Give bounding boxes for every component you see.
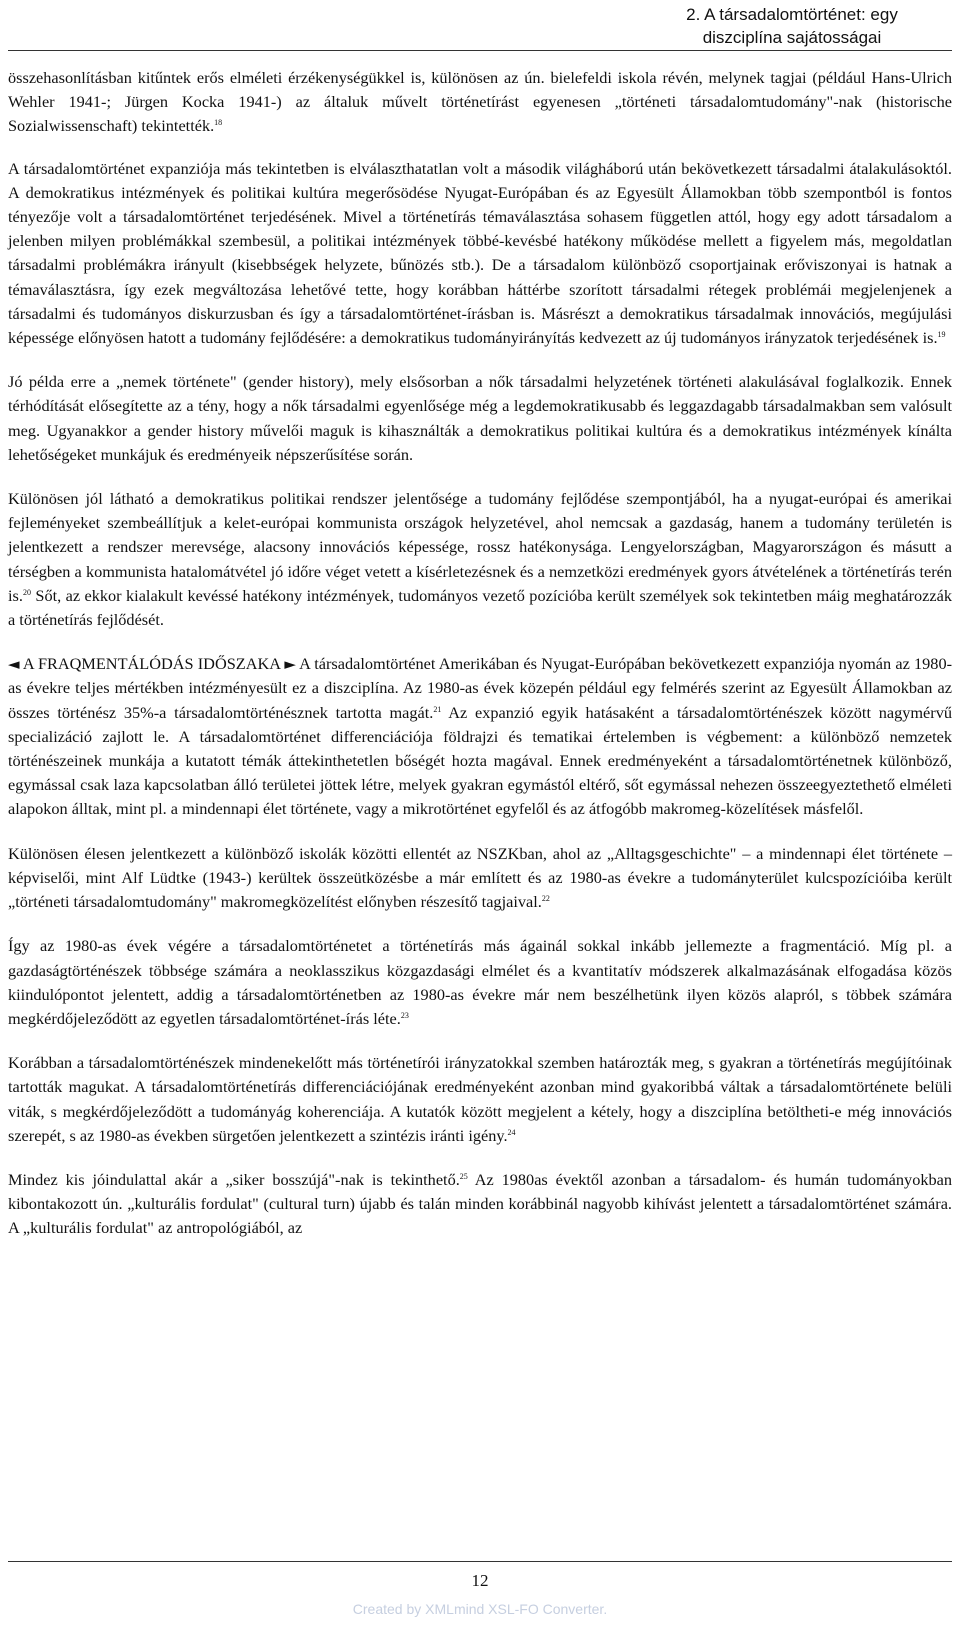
header-chapter-title-line2: diszciplína sajátosságai [702,28,882,47]
page-number: 12 [471,1571,489,1590]
paragraph-6-text: Különösen élesen jelentkezett a különböző iskolák közötti ellentét az NSZKban, ahol az „Alltagsgeschichte" – a mindennapi élet története – képviselői, mint Alf Lüdtke (1943-) kerültek összeütközésbe a már említett és az 1980-as évekre a tudományterület kulcspozícióiba került „történeti társadalomtudomány" makromegközelítést előnyben részesítő tagjaival. [8,843,952,912]
footnote-ref-20[interactable]: 20 [22,587,31,597]
paragraph-5-text-b: Az expanzió egyik hatásaként a társadalomtörténészek között nagymérvű specializáció zajlott le. A társadalomtörténet differenciációja földrajzi és tematikai értelemben is végbement: a különböző nemzetek történészeinek munkája a kutatott témák áttekinthetetlen bőségét hozta magával. Ennek eredményeként a társadalomtörténetnek különböző, egymással csak laza kapcsolatban álló területei jöttek létre, melyek gyakran egymástól eltérő, sőt egymással nehezen összeegyeztethető elméleti alapokon álltak, mint pl. a mindennapi élet története, vagy a mikrotörténet egyfelől és az átfogóbb makromeg-közelítések másfelől. [8,702,952,819]
paragraph-5 [8,652,952,821]
paragraph-4-text-a: Különösen jól látható a demokratikus politikai rendszer jelentősége a tudomány fejlődése szempontjából, ha a nyugat-európai és amerikai fejleményeket szembeállítjuk a kelet-európai kommunista országok helyzetével, ahol nemcsak a gazdaság, hanem a tudomány területén is jelentkezett a rendszer merevsége, alacsony innovációs képessége, rossz hatékonysága. Lengyelországban, Magyarországon és másutt a térségben a kommunista hatalomátvétel jó időre véget vetett a kísérletezésnek és a nemzetközi eredmények gyors átvételének a történetírás terén is. [8,489,952,605]
document-body [8,66,952,1261]
paragraph-3 [8,370,952,467]
footnote-ref-23[interactable]: 23 [400,1010,409,1020]
paragraph-9-text-b: Az 1980as évektől azonban a társadalom- és humán tudományokban kibontakozott ún. „kulturális fordulat" (cultural turn) újabb és talán minden korábbinál nagyobb kihívást jelentett a társadalomtörténet számára. A „kulturális fordulat" az antropológiából, az [8,1169,952,1238]
paragraph-2-text: A társadalomtörténet expanziója más tekintetben is elválaszthatatlan volt a második világháború után bekövetkezett társadalmi átalakulásoktól. A demokratikus intézmények és politikai kultúra megerősödése Nyugat-Európában és az Egyesült Államokban több szempontból is fontos tényezője volt a társadalomtörténet terjedésének. Mivel a történetírás témaválasztása sohasem független attól, hogy egy adott társadalom a jelenben milyen problémákkal szembesül, a politikai intézmények többé-kevésbé hatékony működése mellett a figyelem más, megoldatlan társadalmi problémákra irányult (kisebbségek helyzete, bűnözés stb.). De a társadalom különböző csoportjainak erőviszonyai is hatnak a témaválasztásra, így ezek megváltozása lehetővé tette, hogy korábban háttérbe szorított társadalmi rétegek problémái megjelenjenek a társadalmi és tudományos diskurzusban és így a társadalomtörténet-írásban is. Másrészt a demokratikus társadalmak innovációs, megújulási képessége előnyösen hatott a tudomány fejlődésére: a demokratikus tudományirányítás kedvezett az új tudományos irányzatok terjedésének is. [8,158,952,348]
paragraph-9 [8,1168,952,1241]
paragraph-4-text-b: Sőt, az ekkor kialakult kevéssé hatékony intézmények, tudományos vezető pozícióba került személyek sok tekintetben máig meghatározzák a történetírás fejlődését. [8,585,952,630]
paragraph-7 [8,934,952,1031]
paragraph-9-text-a: Mindez kis jóindulattal akár a „siker bosszújá"-nak is tekinthető. [8,1169,460,1189]
converter-credit: Created by XMLmind XSL-FO Converter. [352,1601,608,1617]
footnote-ref-22[interactable]: 22 [541,894,550,904]
paragraph-5-text-a: A társadalomtörténet Amerikában és Nyugat-Európában bekövetkezett expanziója nyomán az 1980-as évekre teljes mértékben intézményesült ez a diszciplína. Az 1980-as évek közepén például egy felmérés szerint az Egyesült Államokban az összes történész 35%-a társadalomtörténésznek tartotta magát. [8,654,953,722]
paragraph-4 [8,487,952,632]
footnote-ref-21[interactable]: 21 [433,704,442,714]
footnote-ref-19[interactable]: 19 [937,330,946,340]
next-section-arrow-icon[interactable]: ► [284,655,296,674]
paragraph-8-text: Korábban a társadalomtörténészek mindenekelőtt más történetírói irányzatokkal szemben határozták meg, s gyakran a történetírás megújítóinak tartották magukat. A társadalomtörténetírás differenciációjának eredményeként azonban mind gyakoribbá váltak a társadalomtörténete belüli viták, s megkérdőjeleződött a tudományág koherenciája. A kutatók között megjelent a kétely, hogy a diszciplína betöltheti-e még innovációs szerepét, s az 1980-as években sürgetően jelentkezett a szintézis iránti igény. [8,1053,952,1145]
paragraph-3-text: Jó példa erre a „nemek története" (gender history), mely elsősorban a nők társadalmi helyzetének történeti alakulásával foglalkozik. Ennek térhódítását elősegítette az a tény, hogy a nők társadalmi egyenlősége még a legdemokratikusabb és leggazdagabb társadalmakban sem valósult meg. Ugyanakkor a gender history művelői maguk is kihasználták a demokratikus politikai kultúra és a demokratikus intézmények kínálta lehetőségeket munkájuk és eredményeik népszerűsítése során. [8,372,952,464]
header-chapter-title-line1: 2. A társadalomtörténet: egy [686,5,898,24]
paragraph-7-text: Így az 1980-as évek végére a társadalomtörténetet a történetírás más ágainál sokkal inkább jellemezte a fragmentáció. Míg pl. a gazdaságtörténészek többsége számára a neoklasszikus közgazdasági elmélet és a kvantitatív módszerek alkalmazásának elfogadása közös kiindulópontot jelentett, addig a társadalomtörténetben az 1980-as évekre már nem beszélhetünk ilyen közös alapról, s többek számára megkérdőjeleződött az egyetlen társadalomtörténet-írás léte. [8,936,952,1028]
footnote-ref-25[interactable]: 25 [459,1171,468,1181]
footnote-ref-24[interactable]: 24 [507,1127,516,1137]
previous-section-arrow-icon[interactable]: ◄ [8,655,20,674]
paragraph-1-text: összehasonlításban kitűntek erős elméleti érzékenységükkel is, különösen az ún. bielefeldi iskola révén, melynek tagjai (például Hans-Ulrich Wehler 1941-; Jürgen Kocka 1941-) az általuk művelt történetírást egyenesen „történeti társadalomtudomány"-nak (historische Sozialwissenschaft) tekintették. [8,68,952,136]
paragraph-8 [8,1051,952,1148]
paragraph-2 [8,157,952,351]
paragraph-1 [8,66,952,139]
footer-divider [8,1561,952,1562]
paragraph-6 [8,842,952,915]
header-divider [8,50,952,51]
section-heading: A FRAQMENTÁLÓDÁS IDŐSZAKA [22,654,281,674]
running-header [642,3,942,49]
footnote-ref-18[interactable]: 18 [214,118,223,128]
